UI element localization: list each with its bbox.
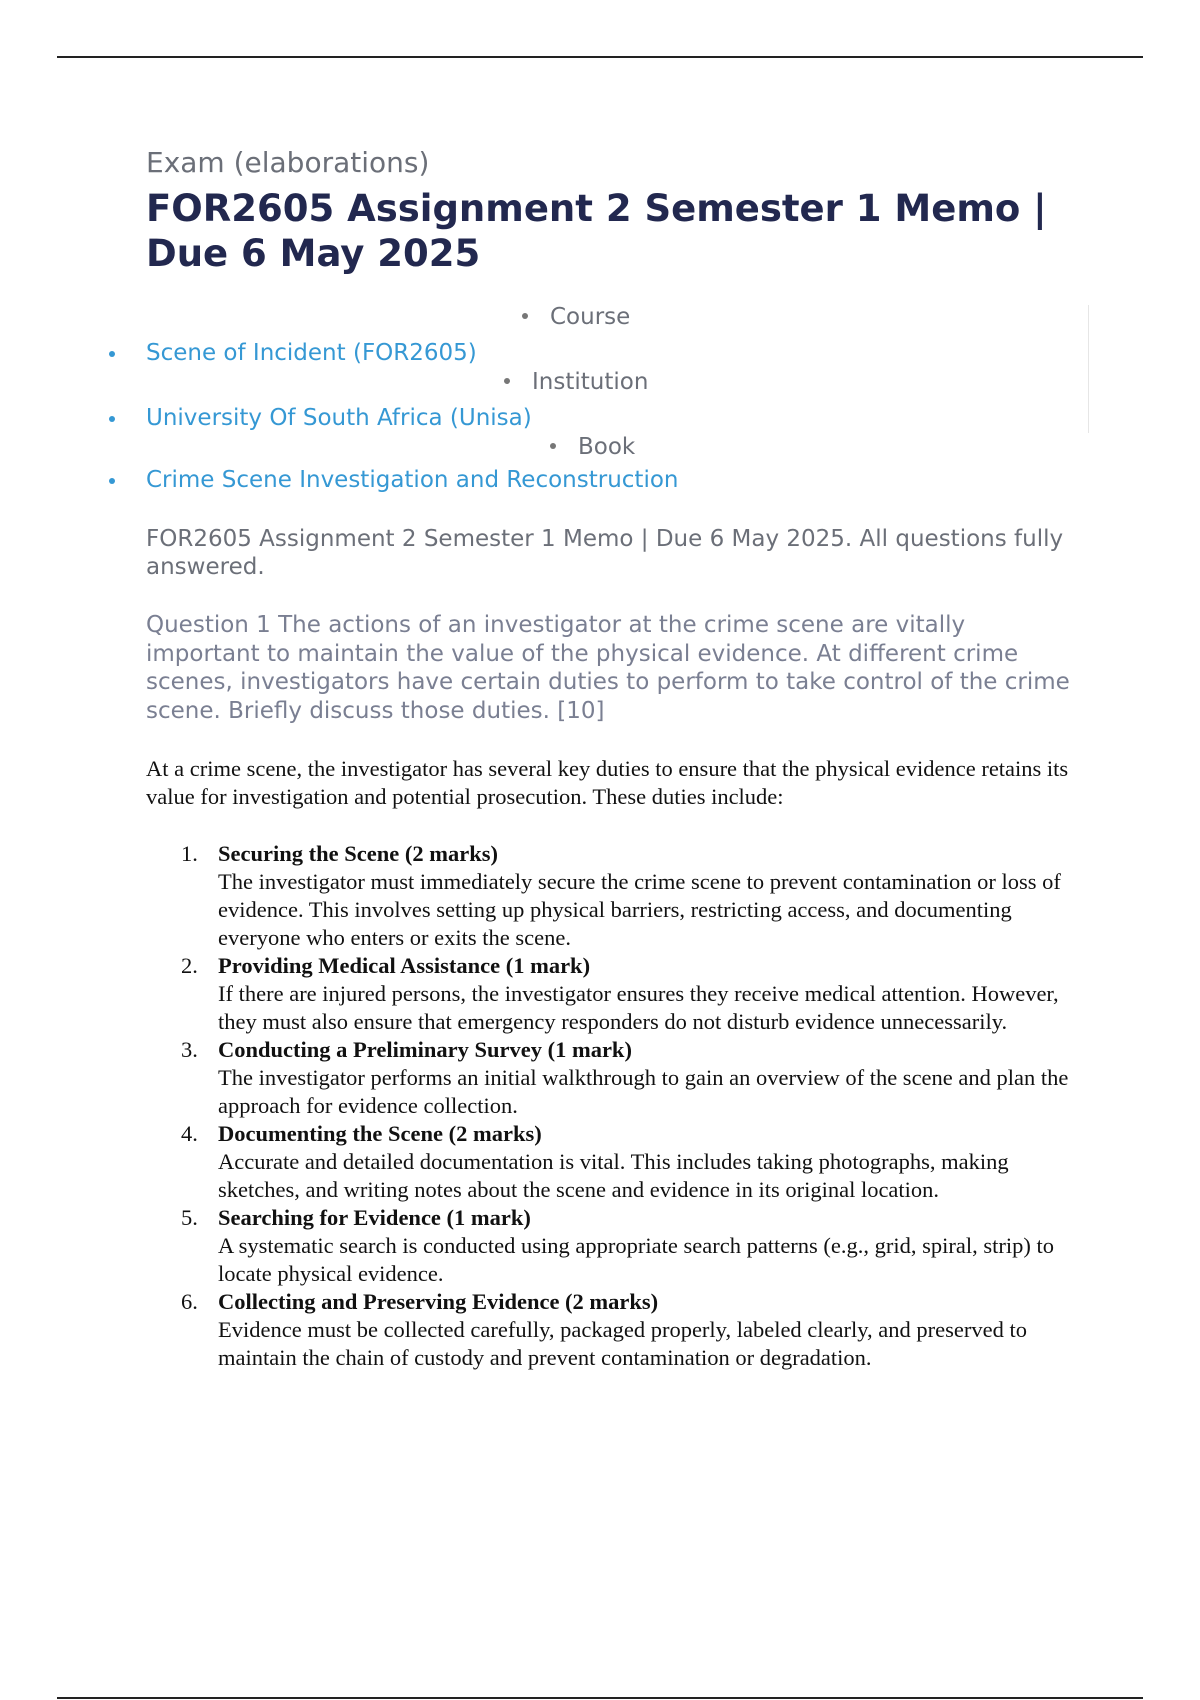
bullet-icon — [109, 416, 115, 422]
book-link[interactable] — [146, 465, 679, 495]
bottom-divider — [57, 1697, 1143, 1699]
list-item-heading: Conducting a Preliminary Survey (1 mark) — [218, 1037, 632, 1062]
document-description: FOR2605 Assignment 2 Semester 1 Memo | Due 6 May 2025. All questions fully answered. — [146, 526, 1064, 580]
institution-link[interactable] — [146, 403, 532, 433]
list-item-number: 4. — [181, 1121, 198, 1146]
institution-label — [504, 367, 648, 397]
side-divider — [1088, 305, 1089, 433]
bullet-icon — [550, 443, 556, 449]
list-item-text: A systematic search is conducted using appropriate search patterns (e.g., grid, spiral, strip) to locate physical evidence. — [218, 1233, 1055, 1286]
question-text: Question 1 The actions of an investigator at the crime scene are vitally important to maintain the value of the physical evidence. At different crime scenes, investigators have certain duties to perform to take control of the crime scene. Briefly discuss those duties. [10] — [146, 612, 1070, 724]
bullet-icon — [109, 478, 115, 484]
book-label-text: Book — [578, 434, 636, 460]
top-divider — [57, 56, 1143, 58]
list-item — [146, 952, 1086, 1036]
institution-label-text: Institution — [532, 369, 649, 395]
duties-list — [146, 840, 1086, 1372]
list-item — [146, 1120, 1086, 1204]
list-item — [146, 840, 1086, 952]
list-item-text: Evidence must be collected carefully, packaged properly, labeled clearly, and preserved to maintain the chain of custody and prevent contamination or degradation. — [218, 1317, 1027, 1370]
list-item-number: 1. — [181, 841, 198, 866]
list-item-text: Accurate and detailed documentation is vital. This includes taking photographs, making sketches, and writing notes about the scene and evidence in its original location. — [218, 1149, 1009, 1202]
book-link-text[interactable]: Crime Scene Investigation and Reconstruction — [146, 467, 679, 493]
document-category: Exam (elaborations) — [146, 146, 430, 179]
list-item-heading: Collecting and Preserving Evidence (2 marks) — [218, 1289, 659, 1314]
page-title: FOR2605 Assignment 2 Semester 1 Memo | Due 6 May 2025 — [146, 187, 1047, 275]
institution-link-text[interactable]: University Of South Africa (Unisa) — [146, 405, 532, 431]
course-link[interactable] — [146, 338, 477, 368]
list-item-text: The investigator performs an initial walkthrough to gain an overview of the scene and plan the approach for evidence collection. — [218, 1065, 1069, 1118]
bullet-icon — [109, 351, 115, 357]
list-item-number: 2. — [181, 953, 198, 978]
list-item — [146, 1288, 1086, 1372]
list-item-number: 5. — [181, 1205, 198, 1230]
list-item-text: If there are injured persons, the investigator ensures they receive medical attention. However, they must also ensure that emergency responders do not disturb evidence unnecessarily. — [218, 981, 1059, 1034]
bullet-icon — [504, 378, 510, 384]
answer-intro: At a crime scene, the investigator has several key duties to ensure that the physical evidence retains its value for investigation and potential prosecution. These duties include: — [146, 756, 1069, 809]
list-item-heading: Documenting the Scene (2 marks) — [218, 1121, 542, 1146]
list-item-number: 3. — [181, 1037, 198, 1062]
course-label-text: Course — [550, 304, 631, 330]
list-item — [146, 1036, 1086, 1120]
list-item-heading: Searching for Evidence (1 mark) — [218, 1205, 531, 1230]
list-item-number: 6. — [181, 1289, 198, 1314]
list-item — [146, 1204, 1086, 1288]
book-label — [550, 432, 635, 462]
list-item-heading: Providing Medical Assistance (1 mark) — [218, 953, 591, 978]
course-link-text[interactable]: Scene of Incident (FOR2605) — [146, 340, 477, 366]
list-item-heading: Securing the Scene (2 marks) — [218, 841, 498, 866]
list-item-text: The investigator must immediately secure the crime scene to prevent contamination or loss of evidence. This involves setting up physical barriers, restricting access, and documenting everyone who enters or exits the scene. — [218, 869, 1061, 950]
bullet-icon — [522, 313, 528, 319]
course-label — [522, 302, 630, 332]
